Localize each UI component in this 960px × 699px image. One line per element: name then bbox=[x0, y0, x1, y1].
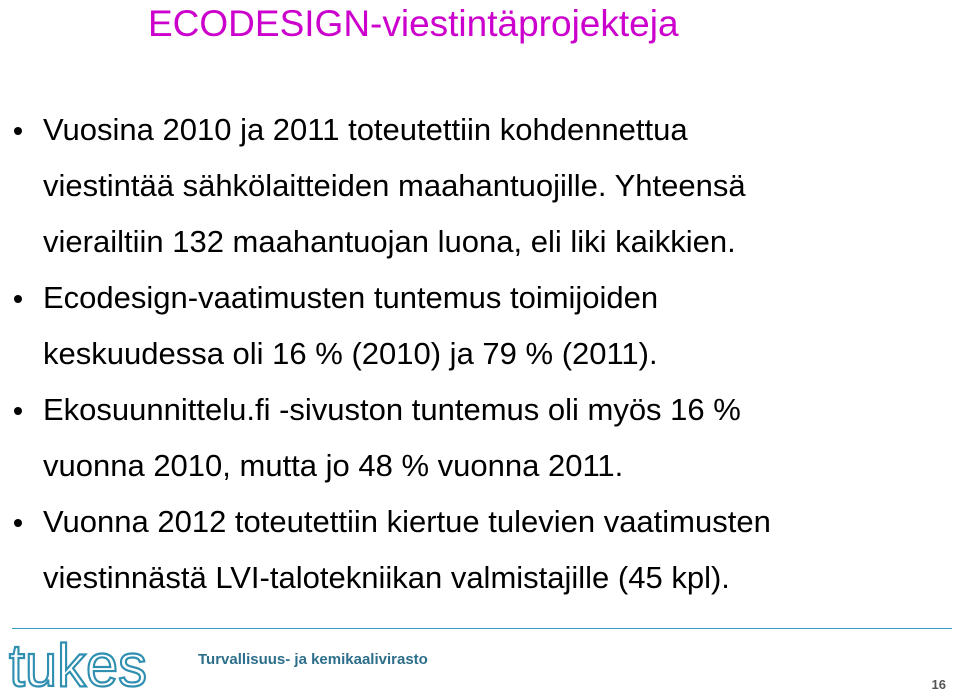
bullet-line: Vuonna 2012 toteutettiin kiertue tulevien vaatimusten bbox=[43, 504, 771, 539]
bullet-line: Ekosuunnittelu.fi -sivuston tuntemus oli myös 16 % bbox=[43, 392, 741, 427]
tukes-logo bbox=[8, 634, 150, 696]
bullet-list bbox=[12, 102, 952, 606]
bullet-icon bbox=[14, 407, 22, 415]
bullet-icon bbox=[14, 127, 22, 135]
bullet-item bbox=[12, 382, 952, 494]
bullet-item bbox=[12, 494, 952, 606]
slide-title: ECODESIGN-viestintäprojekteja bbox=[148, 3, 679, 44]
bullet-line: viestinnästä LVI-talotekniikan valmistajille (45 kpl). bbox=[43, 560, 730, 595]
page-number: 16 bbox=[931, 677, 946, 692]
bullet-line: Vuosina 2010 ja 2011 toteutettiin kohdennettua bbox=[43, 112, 688, 147]
bullet-icon bbox=[14, 295, 22, 303]
bullet-line: viestintää sähkölaitteiden maahantuojille. Yhteensä bbox=[43, 168, 746, 203]
footer-divider bbox=[12, 628, 952, 629]
bullet-line: vierailtiin 132 maahantuojan luona, eli liki kaikkien. bbox=[43, 224, 736, 259]
bullet-line: Ecodesign-vaatimusten tuntemus toimijoiden bbox=[43, 280, 659, 315]
bullet-line: keskuudessa oli 16 % (2010) ja 79 % (2011). bbox=[43, 336, 658, 371]
bullet-line: vuonna 2010, mutta jo 48 % vuonna 2011. bbox=[43, 448, 624, 483]
agency-name: Turvallisuus- ja kemikaalivirasto bbox=[198, 651, 428, 668]
bullet-item bbox=[12, 102, 952, 270]
bullet-icon bbox=[14, 519, 22, 527]
bullet-item bbox=[12, 270, 952, 382]
logo-text: tukes bbox=[9, 634, 147, 696]
